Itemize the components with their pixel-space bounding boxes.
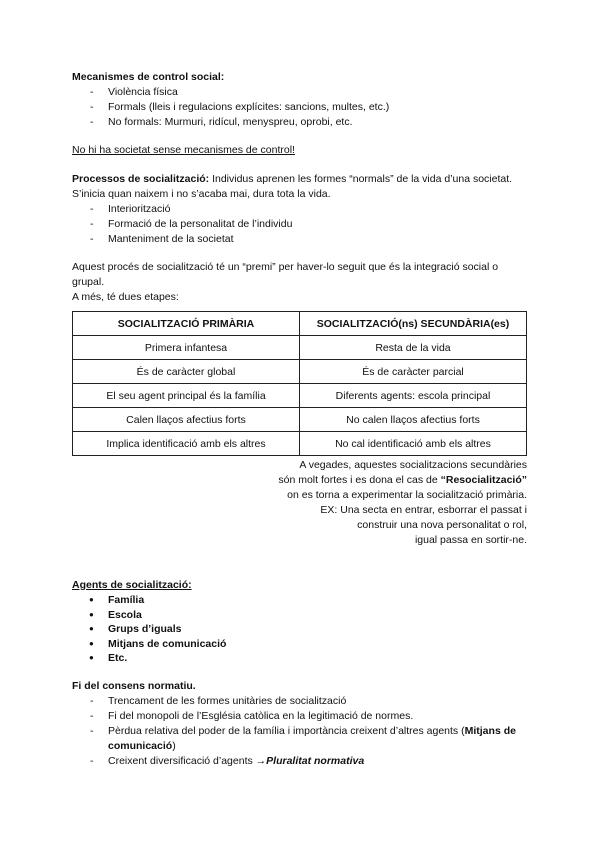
table-cell: Implica identificació amb els altres xyxy=(73,432,300,456)
note-line: EX: Una secta en entrar, esborrar el passat i xyxy=(320,504,527,516)
list-item: - No formals: Murmuri, ridícul, menyspreu, oprobi, etc. xyxy=(72,115,532,130)
list-item: - Manteniment de la societat xyxy=(72,232,532,247)
item-text: Pèrdua relativa del poder de la família i importància creixent d’altres agents ( xyxy=(108,724,465,737)
note-text: són molt fortes i es dona el cas de xyxy=(278,474,441,486)
control-list xyxy=(72,85,532,130)
list-item: ● Escola xyxy=(72,608,532,623)
list-item: ● Família xyxy=(72,593,532,608)
table-cell: Resta de la vida xyxy=(300,336,527,360)
table-cell: Diferents agents: escola principal xyxy=(300,384,527,408)
processos-title: Processos de socialització: xyxy=(72,173,210,185)
table-row xyxy=(73,360,527,384)
list-item: - Fi del monopoli de l’Església catòlica en la legitimació de normes. xyxy=(72,709,532,724)
note-line xyxy=(72,473,527,488)
item-text: Creixent diversificació d’agents xyxy=(108,754,256,767)
table-row xyxy=(73,432,527,456)
table-row xyxy=(73,336,527,360)
note-line: A vegades, aquestes socialitzacions secundàries xyxy=(299,459,527,471)
control-statement: No hi ha societat sense mecanismes de control! xyxy=(72,144,295,156)
etapes-text: A més, té dues etapes: xyxy=(72,291,179,303)
list-item: - Violència física xyxy=(72,85,532,100)
table-cell: És de caràcter parcial xyxy=(300,360,527,384)
table-cell: Primera infantesa xyxy=(73,336,300,360)
processos-list xyxy=(72,202,532,247)
list-item: ● Grups d’iguals xyxy=(72,622,532,637)
note-line: on es torna a experimentar la socialització primària. xyxy=(287,489,527,501)
table-cell: És de caràcter global xyxy=(73,360,300,384)
list-item xyxy=(72,754,532,769)
pluralitat-term: Pluralitat normativa xyxy=(266,754,365,767)
processos-paragraph xyxy=(72,172,532,202)
table-row xyxy=(73,408,527,432)
table-header-row xyxy=(73,312,527,336)
mitjans-term: Mitjans de comunicació xyxy=(108,724,516,752)
list-item xyxy=(72,724,532,754)
table-cell: El seu agent principal és la família xyxy=(73,384,300,408)
resocialitzacio-note xyxy=(72,458,527,548)
control-title: Mecanismes de control social: xyxy=(72,71,225,83)
list-item: - Formals (lleis i regulacions explícites: sancions, multes, etc.) xyxy=(72,100,532,115)
socialization-table xyxy=(72,311,527,456)
consens-title: Fi del consens normatiu. xyxy=(72,679,196,692)
list-item: - Trencament de les formes unitàries de socialització xyxy=(72,694,532,709)
list-item: - Interiorització xyxy=(72,202,532,217)
list-item: ● Mitjans de comunicació xyxy=(72,637,532,652)
table-header-secundaria: SOCIALITZACIÓ(ns) SECUNDÀRIA(es) xyxy=(300,312,527,336)
agents-title: Agents de socialització: xyxy=(72,579,192,591)
document-page xyxy=(72,70,532,769)
note-line: construir una nova personalitat o rol, xyxy=(357,519,527,531)
item-text: ) xyxy=(172,739,176,752)
arrow-icon: → xyxy=(255,754,267,767)
premi-text: Aquest procés de socialització té un “premi” per haver-lo seguit que és la integració social o grupal. xyxy=(72,261,499,288)
table-cell: No cal identificació amb els altres xyxy=(300,432,527,456)
table-cell: Calen llaços afectius forts xyxy=(73,408,300,432)
note-line: igual passa en sortir-ne. xyxy=(414,534,527,546)
agents-list xyxy=(72,593,532,666)
list-item: - Formació de la personalitat de l’individu xyxy=(72,217,532,232)
table-cell: No calen llaços afectius forts xyxy=(300,408,527,432)
table-header-primaria: SOCIALITZACIÓ PRIMÀRIA xyxy=(73,312,300,336)
resocialitzacio-term: “Resocialització” xyxy=(440,474,527,486)
table-row xyxy=(73,384,527,408)
list-item: ● Etc. xyxy=(72,651,532,666)
consens-list xyxy=(72,694,532,769)
processos-text: Individus aprenen les formes “normals” de la vida d’una societat. S’inicia quan naixem i no s’acaba mai, dura tota la vida. xyxy=(72,173,513,200)
